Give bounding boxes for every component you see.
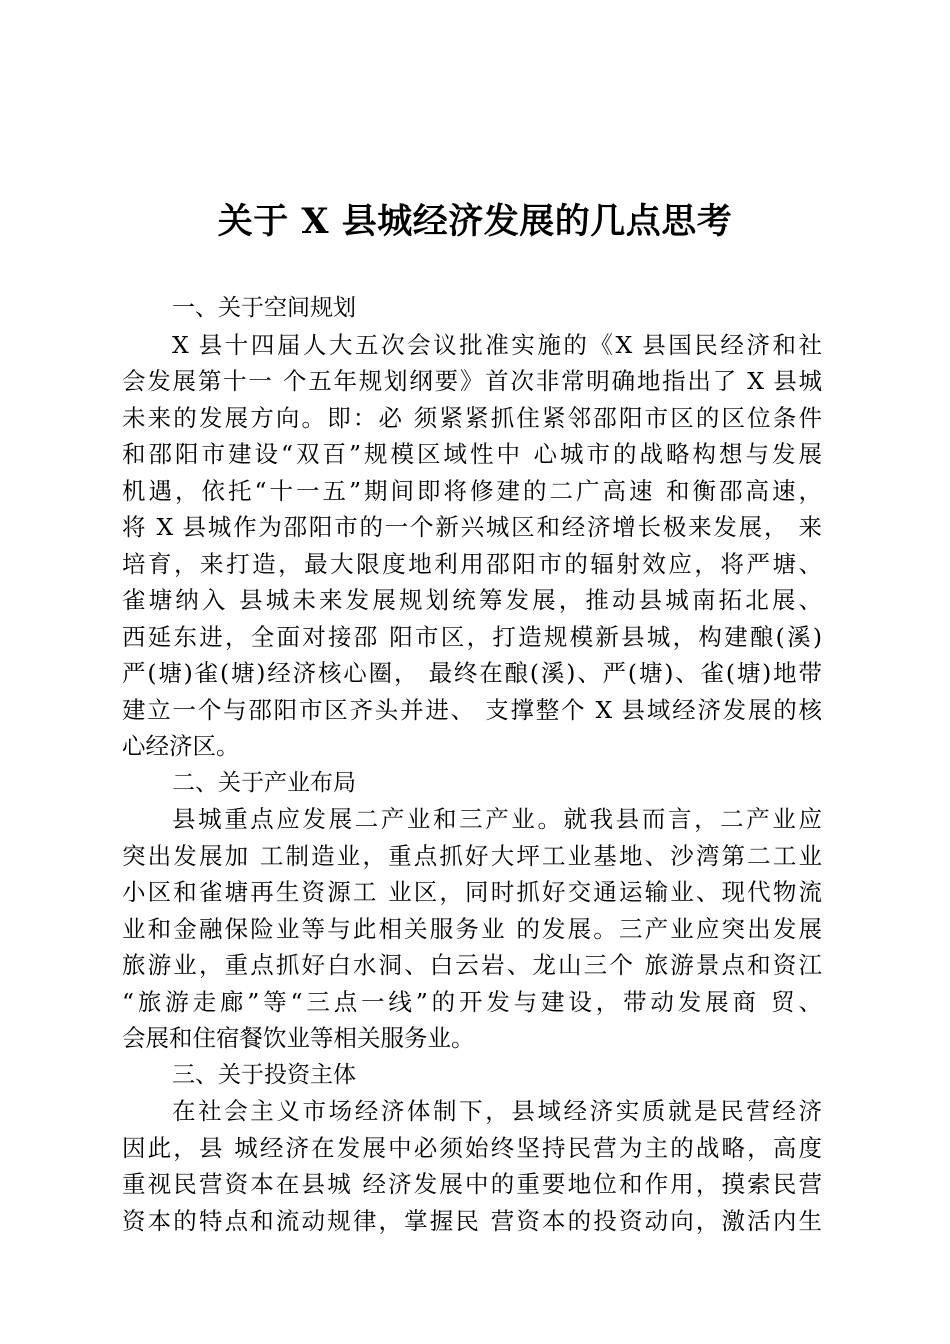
paragraph-line: 和邵阳市建设“双百”规模区域性中 心城市的战略构想与发展 (122, 440, 822, 468)
paragraph-line: 会展和住宿餐饮业等相关服务业。 (122, 1024, 475, 1052)
document-title: 关于 X 县城经济发展的几点思考 (217, 201, 733, 242)
paragraph-line: 县城重点应发展二产业和三产业。就我县而言，二产业应 (172, 805, 822, 833)
paragraph-line: 旅游业，重点抓好白水洞、白云岩、龙山三个 旅游景点和资江 (122, 951, 822, 979)
section-heading-investment-subject: 三、关于投资主体 (172, 1061, 356, 1088)
paragraph-line: “旅游走廊”等“三点一线”的开发与建设，带动发展商 贸、 (122, 987, 822, 1016)
paragraph-line: 因此，县 城经济在发展中必须始终坚持民营为主的战略，高度 (122, 1133, 822, 1162)
paragraph-line: 将 X 县城作为邵阳市的一个新兴城区和经济增长极来发展， 来 (122, 513, 822, 541)
section-heading-spatial-planning: 一、关于空间规划 (172, 295, 356, 321)
paragraph-line: 培育，来打造，最大限度地利用邵阳市的辐射效应，将严塘、 (122, 549, 822, 578)
paragraph-line: 重视民营资本在县城 经济发展中的重要地位和作用，摸索民营 (122, 1170, 822, 1198)
paragraph-line: 建立一个与邵阳市区齐头并进、 支撑整个 X 县域经济发展的核 (122, 695, 822, 724)
paragraph-line: 会发展第十一 个五年规划纲要》首次非常明确地指出了 X 县城 (122, 367, 822, 395)
paragraph-line: 未来的发展方向。即：必 须紧紧抓住紧邻邵阳市区的区位条件 (122, 403, 822, 432)
paragraph-line: X 县十四届人大五次会议批准实施的《X 县国民经济和社 (172, 330, 822, 359)
paragraph-line: 突出发展加 工制造业，重点抓好大坪工业基地、沙湾第二工业 (122, 841, 822, 870)
paragraph-line: 业和金融保险业等与此相关服务业 的发展。三产业应突出发展 (122, 914, 822, 943)
document-body (122, 290, 822, 1239)
paragraph-line: 在社会主义市场经济体制下，县域经济实质就是民营经济 (172, 1097, 822, 1125)
paragraph-line: 机遇，依托“十一五”期间即将修建的二广高速 和衡邵高速， (122, 476, 822, 505)
paragraph-line: 小区和雀塘再生资源工 业区，同时抓好交通运输业、现代物流 (122, 878, 822, 906)
paragraph-line: 西延东进，全面对接邵 阳市区，打造规模新县城，构建酿(溪) (122, 622, 822, 651)
paragraph-line: 雀塘纳入 县城未来发展规划统筹发展，推动县城南拓北展、 (122, 586, 822, 614)
paragraph-line: 严(塘)雀(塘)经济核心圈， 最终在酿(溪)、严(塘)、雀(塘)地带 (122, 659, 822, 687)
paragraph-line: 心经济区。 (122, 732, 240, 760)
paragraph-line: 资本的特点和流动规律，掌握民 营资本的投资动向，激活内生 (122, 1206, 822, 1235)
section-heading-industrial-layout: 二、关于产业布局 (172, 769, 356, 796)
